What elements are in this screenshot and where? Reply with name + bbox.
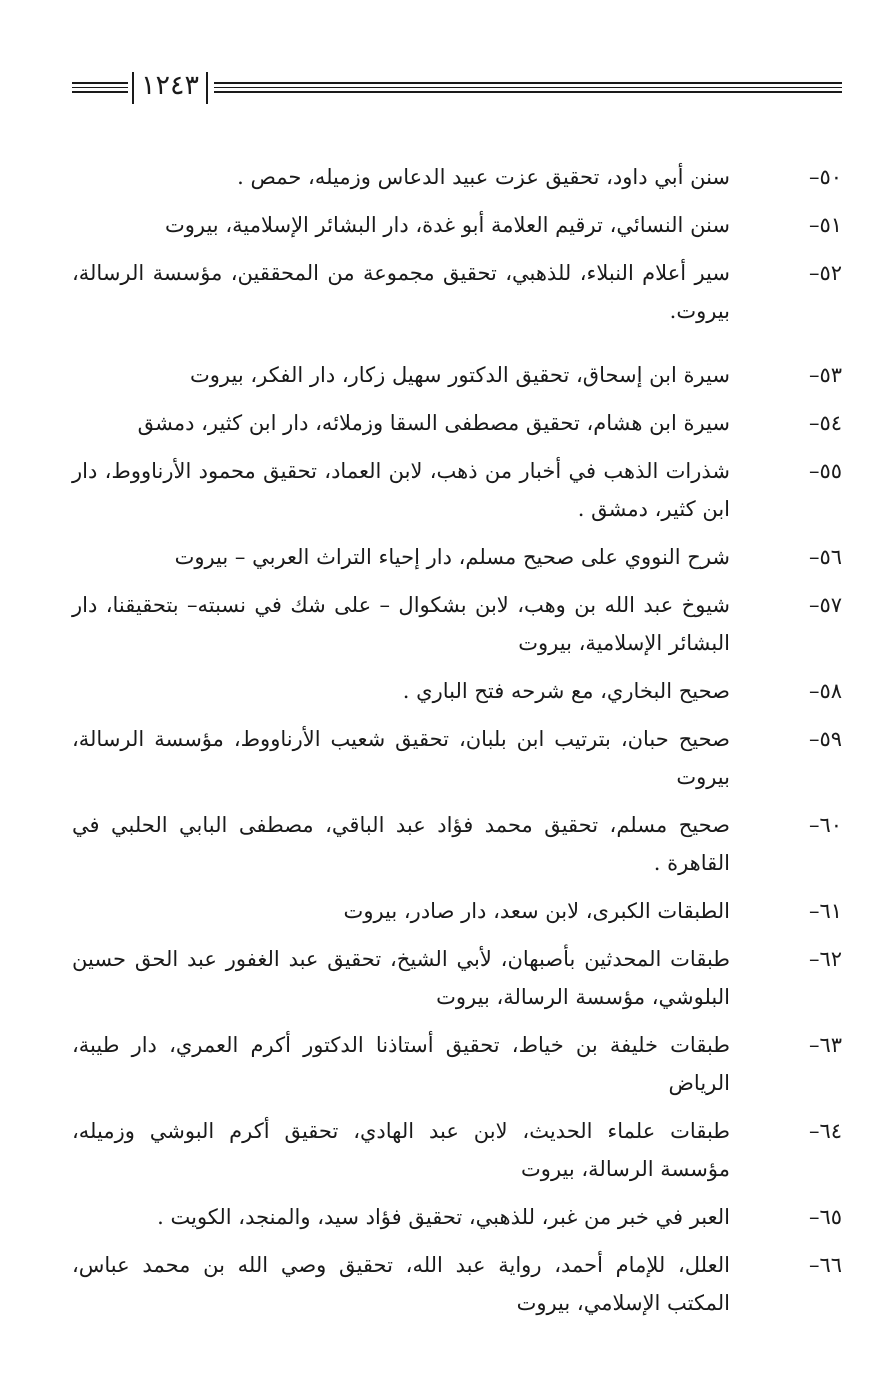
entry-number: ٥٤– [808,411,842,435]
entry-number: ٥٢– [808,261,842,285]
entry-text: صحيح حبان، بترتيب ابن بلبان، تحقيق شعيب الأرناووط، مؤسسة الرسالة، بيروت [72,727,730,789]
bibliography-entry [72,158,842,196]
entry-number: ٥٩– [808,727,842,751]
entry-text: سنن النسائي، ترقيم العلامة أبو غدة، دار البشائر الإسلامية، بيروت [164,213,730,237]
bibliography-entry [72,404,842,442]
bibliography-entry [72,806,842,882]
page-header [72,68,842,112]
entry-text: طبقات المحدثين بأصبهان، لأبي الشيخ، تحقيق عبد الغفور عبد الحق حسين البلوشي، مؤسسة الرسالة، بيروت [72,947,730,1009]
entry-number: ٥٧– [808,593,842,617]
entry-text: شيوخ عبد الله بن وهب، لابن بشكوال – على شك في نسبته– بتحقيقنا، دار البشائر الإسلامية، بيروت [72,593,730,655]
entry-text: صحيح مسلم، تحقيق محمد فؤاد عبد الباقي، مصطفى البابي الحلبي في القاهرة . [72,813,730,875]
entry-text: شذرات الذهب في أخبار من ذهب، لابن العماد، تحقيق محمود الأرناووط، دار ابن كثير، دمشق . [72,459,730,521]
entry-text: شرح النووي على صحيح مسلم، دار إحياء التراث العربي – بيروت [174,545,730,569]
entry-number: ٦٦– [808,1253,842,1277]
bibliography-list [72,158,842,1332]
entry-number: ٦١– [808,899,842,923]
entry-number: ٦٥– [808,1205,842,1229]
entry-text: طبقات خليفة بن خياط، تحقيق أستاذنا الدكتور أكرم العمري، دار طيبة، الرياض [72,1033,730,1095]
bibliography-entry [72,1026,842,1102]
entry-text: العبر في خبر من غبر، للذهبي، تحقيق فؤاد سيد، والمنجد، الكويت . [157,1205,730,1229]
entry-text: صحيح البخاري، مع شرحه فتح الباري . [402,679,730,703]
bibliography-entry [72,356,842,394]
header-bar-right [206,72,208,104]
entry-text: طبقات علماء الحديث، لابن عبد الهادي، تحقيق أكرم البوشي وزميله، مؤسسة الرسالة، بيروت [72,1119,730,1181]
entry-text: سيرة ابن هشام، تحقيق مصطفى السقا وزملائه، دار ابن كثير، دمشق [137,411,730,435]
entry-number: ٦٢– [808,947,842,971]
entry-text: سنن أبي داود، تحقيق عزت عبيد الدعاس وزميله، حمص . [237,165,730,189]
entry-number: ٥٣– [808,363,842,387]
entry-number: ٥٨– [808,679,842,703]
header-rule-left [72,82,128,96]
page-number: ١٢٤٣ [140,70,199,101]
bibliography-entry [72,538,842,576]
bibliography-entry [72,1112,842,1188]
entry-text: العلل، للإمام أحمد، رواية عبد الله، تحقيق وصي الله بن محمد عباس، المكتب الإسلامي، بيروت [72,1253,730,1315]
bibliography-entry [72,892,842,930]
entry-text: الطبقات الكبرى، لابن سعد، دار صادر، بيروت [343,899,730,923]
entry-text: سيرة ابن إسحاق، تحقيق الدكتور سهيل زكار، دار الفكر، بيروت [190,363,730,387]
bibliography-entry [72,1246,842,1322]
bibliography-entry [72,1198,842,1236]
entry-number: ٥١– [808,213,842,237]
bibliography-entry [72,254,842,330]
entry-number: ٥٦– [808,545,842,569]
entry-number: ٥٥– [808,459,842,483]
entry-number: ٦٠– [808,813,842,837]
header-rule-right [214,82,842,96]
entry-number: ٦٤– [808,1119,842,1143]
entry-text: سير أعلام النبلاء، للذهبي، تحقيق مجموعة من المحققين، مؤسسة الرسالة، بيروت. [72,261,730,323]
bibliography-entry [72,940,842,1016]
bibliography-entry [72,206,842,244]
bibliography-entry [72,720,842,796]
entry-number: ٥٠– [808,165,842,189]
bibliography-entry [72,672,842,710]
entry-number: ٦٣– [808,1033,842,1057]
bibliography-entry [72,452,842,528]
bibliography-entry [72,586,842,662]
